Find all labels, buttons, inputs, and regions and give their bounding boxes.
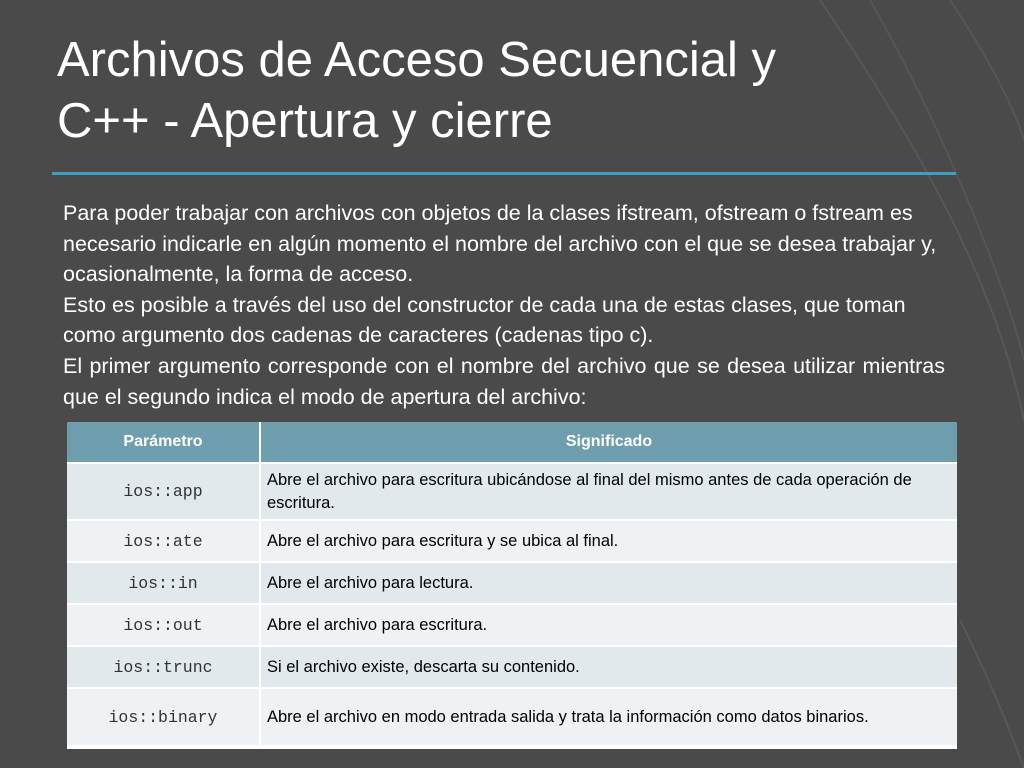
table-row [67, 562, 957, 604]
paragraph-1: Para poder trabajar con archivos con objetos de la clases ifstream, ofstream o fstream es necesario indicarle en algún momento el nombre del archivo con el que se desea trabajar y, ocasionalmente, la forma de acceso. [63, 201, 937, 287]
meaning-cell: Abre el archivo para escritura. [260, 604, 957, 646]
title-divider [52, 172, 956, 175]
meaning-cell: Abre el archivo para escritura y se ubica al final. [260, 520, 957, 562]
param-cell: ios::out [67, 604, 260, 646]
meaning-cell: Si el archivo existe, descarta su contenido. [260, 646, 957, 688]
title-line-2: C++ - Apertura y cierre [57, 94, 553, 148]
title-line-1: Archivos de Acceso Secuencial y [57, 33, 777, 87]
param-cell: ios::ate [67, 520, 260, 562]
param-cell: ios::trunc [67, 646, 260, 688]
table-row [67, 520, 957, 562]
meaning-cell: Abre el archivo para escritura ubicándose al final del mismo antes de cada operación de escritura. [260, 463, 957, 520]
paragraph-3: El primer argumento corresponde con el nombre del archivo que se desea utilizar mientras que el segundo indica el modo de apertura del archivo: [63, 353, 945, 409]
meaning-cell: Abre el archivo en modo entrada salida y trata la información como datos binarios. [260, 688, 957, 746]
table-row [67, 463, 957, 520]
table-row [67, 688, 957, 746]
body-text [63, 198, 945, 412]
param-cell: ios::binary [67, 688, 260, 746]
table-header-row [67, 422, 957, 463]
param-cell: ios::app [67, 463, 260, 520]
meaning-cell: Abre el archivo para lectura. [260, 562, 957, 604]
table-row [67, 646, 957, 688]
table-row [67, 604, 957, 646]
header-significado: Significado [260, 422, 957, 463]
slide-title [57, 30, 977, 152]
param-cell: ios::in [67, 562, 260, 604]
header-parametro: Parámetro [67, 422, 260, 463]
paragraph-2: Esto es posible a través del uso del constructor de cada una de estas clases, que toman como argumento dos cadenas de caracteres (cadenas tipo c). [63, 292, 906, 348]
modes-table [67, 422, 957, 749]
